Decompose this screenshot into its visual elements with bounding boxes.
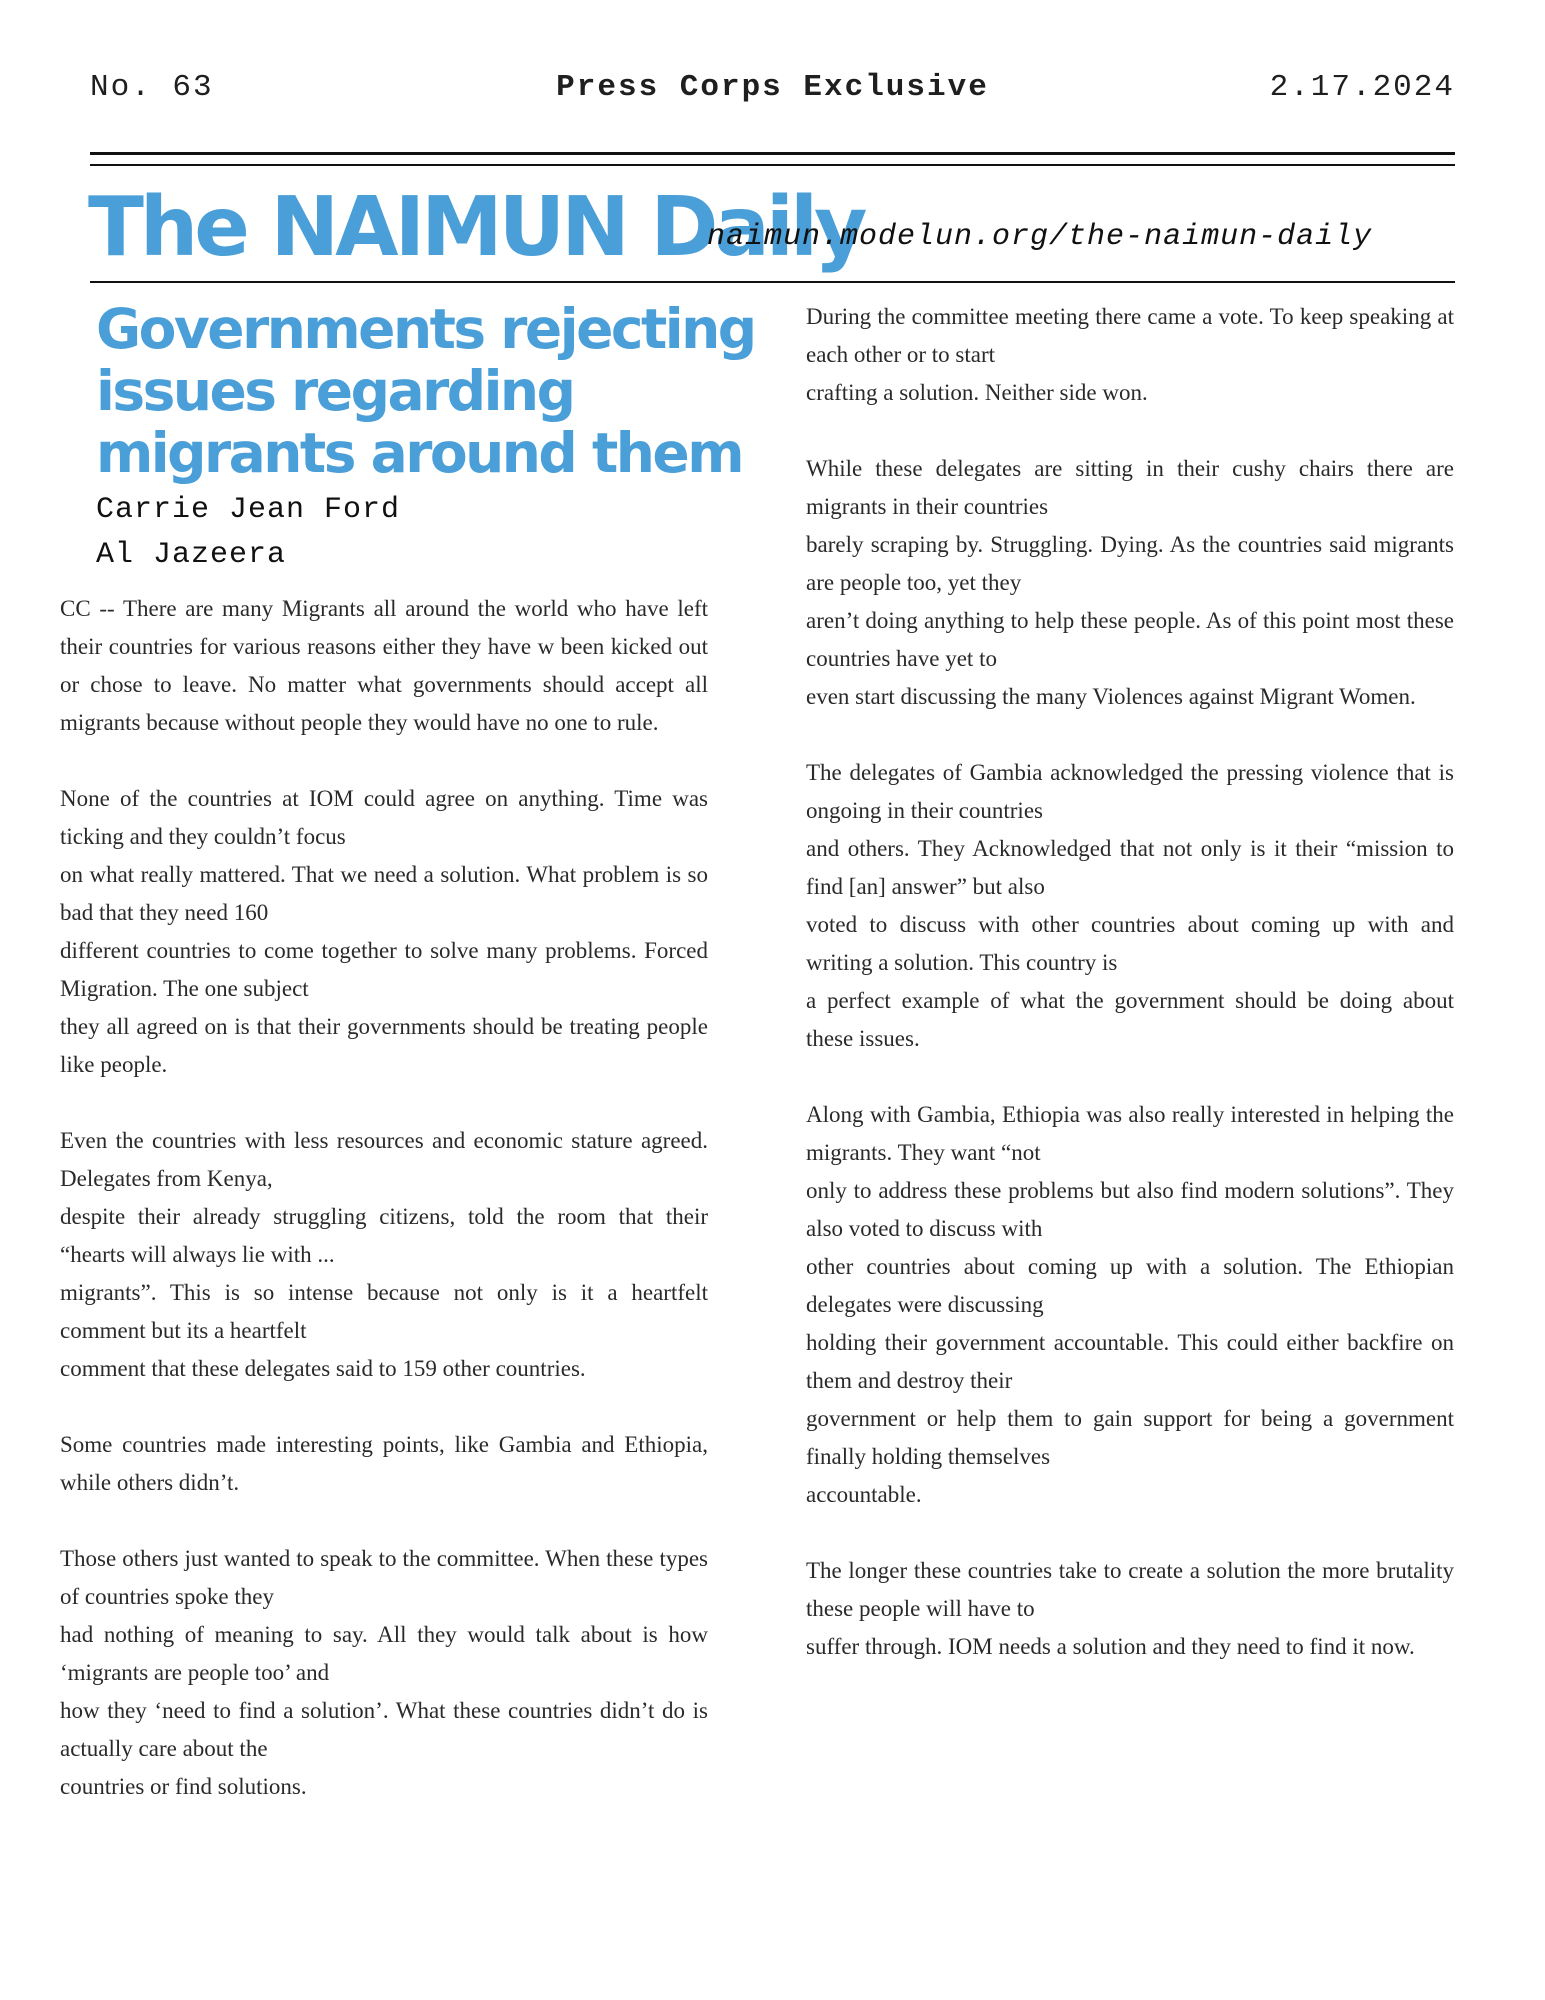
- paragraph: [806, 754, 1454, 1058]
- section-label: Press Corps Exclusive: [556, 70, 989, 105]
- paragraph-line: government or help them to gain support for being a government finally holding themselves: [806, 1406, 1454, 1469]
- paragraph-line: holding their government accountable. This could either backfire on them and destroy their: [806, 1330, 1454, 1393]
- paragraph-line: different countries to come together to solve many problems. Forced Migration. The one subject: [60, 938, 708, 1001]
- paragraph-line: crafting a solution. Neither side won.: [806, 380, 1148, 405]
- paragraph-line: aren’t doing anything to help these people. As of this point most these countries have yet to: [806, 608, 1454, 671]
- paragraph-line: Some countries made interesting points, like Gambia and Ethiopia, while others didn’t.: [60, 1432, 708, 1495]
- issue-date: 2.17.2024: [1269, 70, 1455, 105]
- masthead-url[interactable]: naimun.modelun.org/the-naimun-daily: [707, 220, 1373, 254]
- paragraph-line: During the committee meeting there came a vote. To keep speaking at each other or to start: [806, 304, 1454, 367]
- issue-number: No. 63: [90, 70, 214, 105]
- paragraph-line: they all agreed on is that their governments should be treating people like people.: [60, 1014, 708, 1077]
- left-column: [60, 297, 755, 1844]
- article-headline: Governments rejecting issues regarding migrants around them: [96, 297, 755, 485]
- paragraph: [806, 1096, 1454, 1514]
- paragraph-line: other countries about coming up with a solution. The Ethiopian delegates were discussing: [806, 1254, 1454, 1317]
- paragraph-line: how they ‘need to find a solution’. What these countries didn’t do is actually care about the: [60, 1698, 708, 1761]
- paragraph-line: CC -- There are many Migrants all around the world who have left their countries for various reasons either they have w been kicked out or chose to leave. No matter what governments should accept all migrants because without people they would have no one to rule.: [60, 596, 708, 735]
- masthead-title: The NAIMUN Daily: [88, 180, 864, 275]
- paragraph: [806, 298, 1454, 412]
- right-column: [806, 298, 1454, 1704]
- paragraph: [806, 1552, 1454, 1666]
- paragraph: [60, 1122, 708, 1388]
- paragraph-line: despite their already struggling citizens, told the room that their “hearts will always lie with ...: [60, 1204, 708, 1267]
- paragraph: [60, 1426, 708, 1502]
- right-column-body: [806, 298, 1454, 1666]
- paragraph-line: barely scraping by. Struggling. Dying. As the countries said migrants are people too, yet they: [806, 532, 1454, 595]
- paragraph-line: a perfect example of what the government should be doing about these issues.: [806, 988, 1454, 1051]
- paragraph-line: migrants”. This is so intense because not only is it a heartfelt comment but its a heartfelt: [60, 1280, 708, 1343]
- paragraph-line: had nothing of meaning to say. All they would talk about is how ‘migrants are people too’ and: [60, 1622, 708, 1685]
- paragraph-line: The delegates of Gambia acknowledged the pressing violence that is ongoing in their countries: [806, 760, 1454, 823]
- paragraph-line: comment that these delegates said to 159 other countries.: [60, 1356, 586, 1381]
- paragraph: [60, 780, 708, 1084]
- paragraph-line: on what really mattered. That we need a solution. What problem is so bad that they need 160: [60, 862, 708, 925]
- article-outlet: Al Jazeera: [96, 538, 287, 572]
- paragraph-line: The longer these countries take to create a solution the more brutality these people will have to: [806, 1558, 1454, 1621]
- paragraph-line: countries or find solutions.: [60, 1774, 307, 1799]
- paragraph-line: accountable.: [806, 1482, 922, 1507]
- top-rule-thick: [90, 152, 1455, 155]
- masthead-rule: [90, 281, 1455, 283]
- paragraph-line: voted to discuss with other countries about coming up with and writing a solution. This country is: [806, 912, 1454, 975]
- top-rule-thin: [90, 164, 1455, 166]
- paragraph-line: and others. They Acknowledged that not only is it their “mission to find [an] answer” but also: [806, 836, 1454, 899]
- article-author: Carrie Jean Ford: [96, 493, 401, 527]
- paragraph-line: Those others just wanted to speak to the committee. When these types of countries spoke they: [60, 1546, 708, 1609]
- paragraph-line: Even the countries with less resources and economic stature agreed. Delegates from Kenya,: [60, 1128, 708, 1191]
- left-column-body: [60, 590, 708, 1806]
- paragraph-line: None of the countries at IOM could agree on anything. Time was ticking and they couldn’t focus: [60, 786, 708, 849]
- paragraph-line: Along with Gambia, Ethiopia was also really interested in helping the migrants. They want “not: [806, 1102, 1454, 1165]
- paragraph: [60, 1540, 708, 1806]
- paragraph-line: only to address these problems but also find modern solutions”. They also voted to discuss with: [806, 1178, 1454, 1241]
- paragraph: [806, 450, 1454, 716]
- paragraph-line: even start discussing the many Violences against Migrant Women.: [806, 684, 1416, 709]
- paragraph: [60, 590, 708, 742]
- paragraph-line: While these delegates are sitting in their cushy chairs there are migrants in their countries: [806, 456, 1454, 519]
- paragraph-line: suffer through. IOM needs a solution and they need to find it now.: [806, 1634, 1415, 1659]
- issue-header: [90, 70, 1455, 110]
